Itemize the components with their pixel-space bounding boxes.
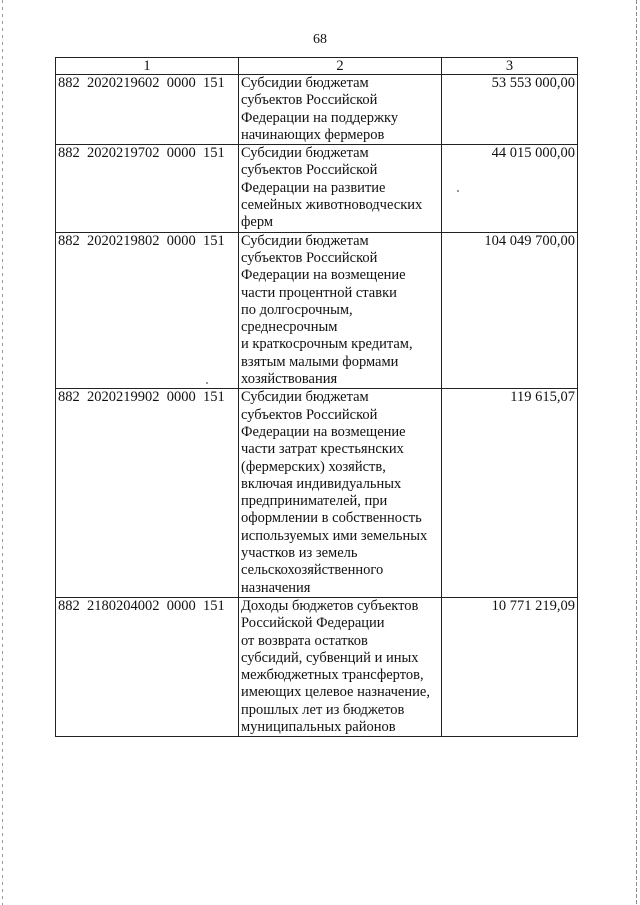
table-row xyxy=(56,75,578,145)
amount: 119 615,07 xyxy=(442,389,578,598)
income-description: Субсидии бюджетам субъектов Российской Федерации на развитие семейных животноводческих ферм xyxy=(239,145,442,232)
column-header-2: 2 xyxy=(239,58,442,75)
page-number: 68 xyxy=(313,32,327,47)
table-header-row xyxy=(56,58,578,75)
classification-code: 882 2020219602 0000 151 xyxy=(56,75,239,145)
classification-code: 882 2180204002 0000 151 xyxy=(56,597,239,736)
table-row xyxy=(56,232,578,389)
income-description: Доходы бюджетов субъектов Российской Федерации от возврата остатков субсидий, субвенций и иных межбюджетных трансфертов, имеющих целевое назначение, прошлых лет из бюджетов муниципальных районов xyxy=(239,597,442,736)
classification-code: 882 2020219902 0000 151 xyxy=(56,389,239,598)
income-description: Субсидии бюджетам субъектов Российской Федерации на возмещение части процентной ставки по долгосрочным, среднесрочным и краткосрочным кредитам, взятым малыми формами хозяйствования xyxy=(239,232,442,389)
budget-table xyxy=(55,57,578,737)
income-description: Субсидии бюджетам субъектов Российской Федерации на поддержку начинающих фермеров xyxy=(239,75,442,145)
table-row xyxy=(56,597,578,736)
classification-code: 882 2020219702 0000 151 xyxy=(56,145,239,232)
amount: 10 771 219,09 xyxy=(442,597,578,736)
amount: 53 553 000,00 xyxy=(442,75,578,145)
classification-code: 882 2020219802 0000 151 xyxy=(56,232,239,389)
column-header-1: 1 xyxy=(56,58,239,75)
column-header-3: 3 xyxy=(442,58,578,75)
income-description: Субсидии бюджетам субъектов Российской Федерации на возмещение части затрат крестьянских (фермерских) хозяйств, включая индивидуальных предпринимателей, при оформлении в собственность используемых ими земельных участков из земель сельскохозяйственного назначения xyxy=(239,389,442,598)
amount: 104 049 700,00 xyxy=(442,232,578,389)
scan-edge-right xyxy=(636,0,637,905)
scan-edge-left xyxy=(2,0,3,905)
amount: 44 015 000,00 xyxy=(442,145,578,232)
table-row xyxy=(56,389,578,598)
table-row xyxy=(56,145,578,232)
